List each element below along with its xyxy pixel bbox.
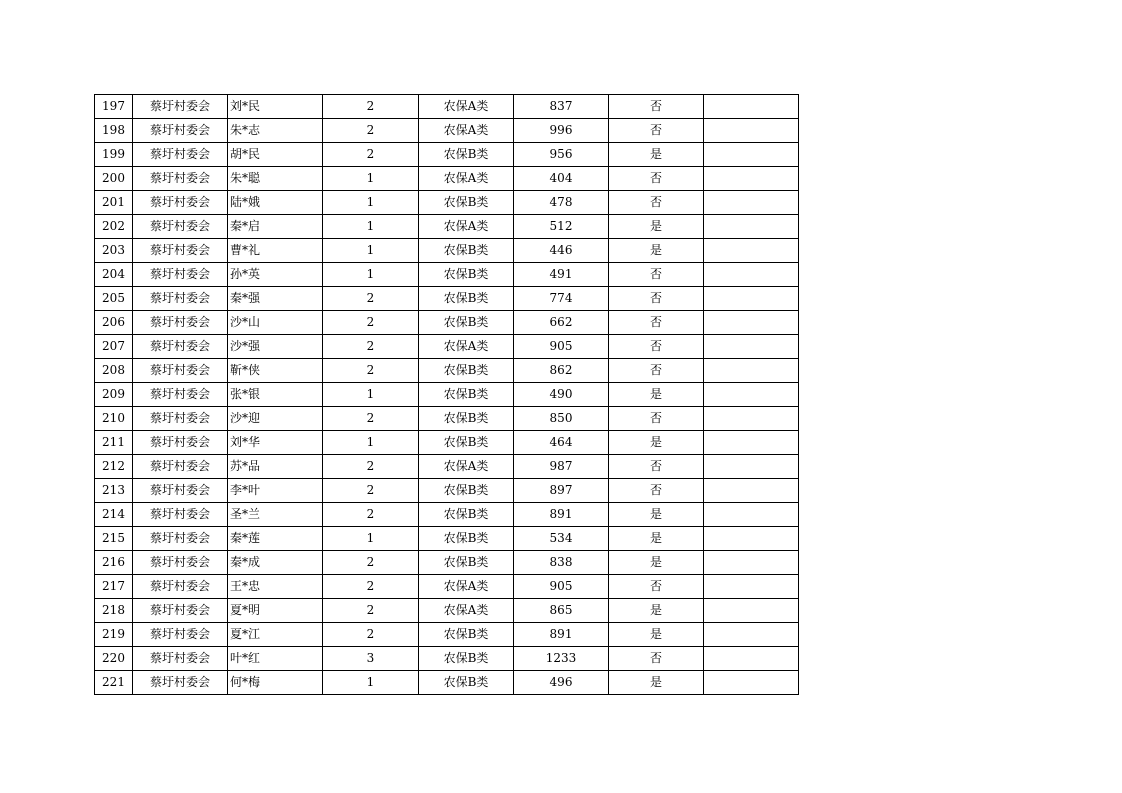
household-count-cell: 2 <box>323 335 419 359</box>
insurance-type-cell: 农保B类 <box>419 503 514 527</box>
row-number-cell: 199 <box>95 143 133 167</box>
remarks-cell <box>704 623 799 647</box>
name-cell: 沙*山 <box>228 311 323 335</box>
row-number-cell: 203 <box>95 239 133 263</box>
amount-cell: 905 <box>514 335 609 359</box>
name-cell: 李*叶 <box>228 479 323 503</box>
village-committee-cell: 蔡圩村委会 <box>133 119 228 143</box>
row-number-cell: 206 <box>95 311 133 335</box>
row-number-cell: 221 <box>95 671 133 695</box>
amount-cell: 850 <box>514 407 609 431</box>
name-cell: 沙*迎 <box>228 407 323 431</box>
amount-cell: 490 <box>514 383 609 407</box>
insurance-type-cell: 农保B类 <box>419 263 514 287</box>
village-committee-cell: 蔡圩村委会 <box>133 479 228 503</box>
insurance-type-cell: 农保B类 <box>419 527 514 551</box>
row-number-cell: 213 <box>95 479 133 503</box>
household-count-cell: 2 <box>323 287 419 311</box>
amount-cell: 464 <box>514 431 609 455</box>
row-number-cell: 205 <box>95 287 133 311</box>
table-row <box>95 671 799 695</box>
household-count-cell: 2 <box>323 623 419 647</box>
remarks-cell <box>704 311 799 335</box>
name-cell: 秦*启 <box>228 215 323 239</box>
insurance-type-cell: 农保A类 <box>419 335 514 359</box>
amount-cell: 1233 <box>514 647 609 671</box>
village-committee-cell: 蔡圩村委会 <box>133 359 228 383</box>
village-committee-cell: 蔡圩村委会 <box>133 647 228 671</box>
name-cell: 苏*品 <box>228 455 323 479</box>
village-committee-cell: 蔡圩村委会 <box>133 551 228 575</box>
table-row <box>95 479 799 503</box>
amount-cell: 862 <box>514 359 609 383</box>
table-row <box>95 431 799 455</box>
table-row <box>95 455 799 479</box>
household-count-cell: 2 <box>323 407 419 431</box>
amount-cell: 891 <box>514 503 609 527</box>
name-cell: 胡*民 <box>228 143 323 167</box>
household-count-cell: 2 <box>323 503 419 527</box>
name-cell: 刘*华 <box>228 431 323 455</box>
row-number-cell: 197 <box>95 95 133 119</box>
flag-cell: 是 <box>609 239 704 263</box>
village-committee-cell: 蔡圩村委会 <box>133 263 228 287</box>
name-cell: 陆*娥 <box>228 191 323 215</box>
name-cell: 曹*礼 <box>228 239 323 263</box>
insurance-type-cell: 农保A类 <box>419 95 514 119</box>
table-row <box>95 551 799 575</box>
household-count-cell: 1 <box>323 167 419 191</box>
table-row <box>95 407 799 431</box>
table-row <box>95 239 799 263</box>
flag-cell: 否 <box>609 455 704 479</box>
name-cell: 秦*莲 <box>228 527 323 551</box>
village-committee-cell: 蔡圩村委会 <box>133 431 228 455</box>
name-cell: 孙*英 <box>228 263 323 287</box>
flag-cell: 是 <box>609 551 704 575</box>
amount-cell: 662 <box>514 311 609 335</box>
remarks-cell <box>704 575 799 599</box>
flag-cell: 否 <box>609 311 704 335</box>
insurance-type-cell: 农保B类 <box>419 383 514 407</box>
household-count-cell: 2 <box>323 575 419 599</box>
row-number-cell: 215 <box>95 527 133 551</box>
village-committee-cell: 蔡圩村委会 <box>133 191 228 215</box>
flag-cell: 是 <box>609 383 704 407</box>
insurance-type-cell: 农保B类 <box>419 623 514 647</box>
household-count-cell: 1 <box>323 383 419 407</box>
insurance-type-cell: 农保B类 <box>419 431 514 455</box>
remarks-cell <box>704 647 799 671</box>
village-committee-cell: 蔡圩村委会 <box>133 167 228 191</box>
household-count-cell: 2 <box>323 359 419 383</box>
data-table <box>94 94 799 695</box>
remarks-cell <box>704 215 799 239</box>
village-committee-cell: 蔡圩村委会 <box>133 383 228 407</box>
village-committee-cell: 蔡圩村委会 <box>133 335 228 359</box>
remarks-cell <box>704 119 799 143</box>
flag-cell: 是 <box>609 527 704 551</box>
flag-cell: 否 <box>609 575 704 599</box>
remarks-cell <box>704 407 799 431</box>
flag-cell: 是 <box>609 623 704 647</box>
row-number-cell: 214 <box>95 503 133 527</box>
remarks-cell <box>704 167 799 191</box>
village-committee-cell: 蔡圩村委会 <box>133 503 228 527</box>
insurance-type-cell: 农保B类 <box>419 143 514 167</box>
flag-cell: 否 <box>609 407 704 431</box>
flag-cell: 否 <box>609 191 704 215</box>
village-committee-cell: 蔡圩村委会 <box>133 287 228 311</box>
remarks-cell <box>704 551 799 575</box>
row-number-cell: 200 <box>95 167 133 191</box>
insurance-type-cell: 农保A类 <box>419 215 514 239</box>
insurance-type-cell: 农保B类 <box>419 287 514 311</box>
amount-cell: 837 <box>514 95 609 119</box>
remarks-cell <box>704 191 799 215</box>
household-count-cell: 2 <box>323 551 419 575</box>
flag-cell: 否 <box>609 479 704 503</box>
household-count-cell: 2 <box>323 95 419 119</box>
insurance-type-cell: 农保B类 <box>419 479 514 503</box>
table-row <box>95 359 799 383</box>
village-committee-cell: 蔡圩村委会 <box>133 215 228 239</box>
amount-cell: 774 <box>514 287 609 311</box>
table-row <box>95 383 799 407</box>
table-row <box>95 191 799 215</box>
flag-cell: 否 <box>609 647 704 671</box>
remarks-cell <box>704 95 799 119</box>
village-committee-cell: 蔡圩村委会 <box>133 455 228 479</box>
name-cell: 夏*明 <box>228 599 323 623</box>
remarks-cell <box>704 503 799 527</box>
amount-cell: 956 <box>514 143 609 167</box>
amount-cell: 512 <box>514 215 609 239</box>
village-committee-cell: 蔡圩村委会 <box>133 623 228 647</box>
name-cell: 沙*强 <box>228 335 323 359</box>
household-count-cell: 1 <box>323 215 419 239</box>
flag-cell: 是 <box>609 431 704 455</box>
table-row <box>95 647 799 671</box>
insurance-type-cell: 农保B类 <box>419 311 514 335</box>
flag-cell: 是 <box>609 503 704 527</box>
amount-cell: 905 <box>514 575 609 599</box>
table-body <box>95 95 799 695</box>
remarks-cell <box>704 263 799 287</box>
household-count-cell: 1 <box>323 527 419 551</box>
flag-cell: 否 <box>609 95 704 119</box>
table-row <box>95 215 799 239</box>
name-cell: 朱*聪 <box>228 167 323 191</box>
table-row <box>95 287 799 311</box>
flag-cell: 否 <box>609 359 704 383</box>
row-number-cell: 218 <box>95 599 133 623</box>
village-committee-cell: 蔡圩村委会 <box>133 407 228 431</box>
household-count-cell: 2 <box>323 599 419 623</box>
insurance-type-cell: 农保A类 <box>419 167 514 191</box>
row-number-cell: 212 <box>95 455 133 479</box>
row-number-cell: 208 <box>95 359 133 383</box>
remarks-cell <box>704 599 799 623</box>
insurance-type-cell: 农保B类 <box>419 359 514 383</box>
row-number-cell: 211 <box>95 431 133 455</box>
row-number-cell: 216 <box>95 551 133 575</box>
table-row <box>95 527 799 551</box>
insurance-type-cell: 农保B类 <box>419 647 514 671</box>
amount-cell: 478 <box>514 191 609 215</box>
remarks-cell <box>704 239 799 263</box>
amount-cell: 534 <box>514 527 609 551</box>
village-committee-cell: 蔡圩村委会 <box>133 95 228 119</box>
flag-cell: 否 <box>609 263 704 287</box>
amount-cell: 491 <box>514 263 609 287</box>
amount-cell: 404 <box>514 167 609 191</box>
amount-cell: 987 <box>514 455 609 479</box>
flag-cell: 否 <box>609 335 704 359</box>
name-cell: 秦*成 <box>228 551 323 575</box>
remarks-cell <box>704 431 799 455</box>
row-number-cell: 220 <box>95 647 133 671</box>
amount-cell: 446 <box>514 239 609 263</box>
insurance-type-cell: 农保A类 <box>419 599 514 623</box>
table-row <box>95 119 799 143</box>
flag-cell: 是 <box>609 599 704 623</box>
remarks-cell <box>704 671 799 695</box>
table-row <box>95 623 799 647</box>
household-count-cell: 2 <box>323 455 419 479</box>
row-number-cell: 210 <box>95 407 133 431</box>
household-count-cell: 2 <box>323 143 419 167</box>
village-committee-cell: 蔡圩村委会 <box>133 599 228 623</box>
household-count-cell: 1 <box>323 191 419 215</box>
village-committee-cell: 蔡圩村委会 <box>133 239 228 263</box>
insurance-type-cell: 农保B类 <box>419 671 514 695</box>
remarks-cell <box>704 287 799 311</box>
table-row <box>95 335 799 359</box>
name-cell: 刘*民 <box>228 95 323 119</box>
household-count-cell: 1 <box>323 263 419 287</box>
amount-cell: 838 <box>514 551 609 575</box>
flag-cell: 否 <box>609 287 704 311</box>
name-cell: 夏*江 <box>228 623 323 647</box>
village-committee-cell: 蔡圩村委会 <box>133 575 228 599</box>
household-count-cell: 2 <box>323 119 419 143</box>
remarks-cell <box>704 143 799 167</box>
amount-cell: 891 <box>514 623 609 647</box>
household-count-cell: 2 <box>323 311 419 335</box>
row-number-cell: 202 <box>95 215 133 239</box>
name-cell: 叶*红 <box>228 647 323 671</box>
insurance-type-cell: 农保B类 <box>419 191 514 215</box>
name-cell: 王*忠 <box>228 575 323 599</box>
row-number-cell: 219 <box>95 623 133 647</box>
name-cell: 何*梅 <box>228 671 323 695</box>
insurance-type-cell: 农保A类 <box>419 575 514 599</box>
table-row <box>95 167 799 191</box>
village-committee-cell: 蔡圩村委会 <box>133 671 228 695</box>
insurance-type-cell: 农保A类 <box>419 119 514 143</box>
name-cell: 圣*兰 <box>228 503 323 527</box>
household-count-cell: 1 <box>323 431 419 455</box>
household-count-cell: 3 <box>323 647 419 671</box>
row-number-cell: 198 <box>95 119 133 143</box>
flag-cell: 是 <box>609 671 704 695</box>
village-committee-cell: 蔡圩村委会 <box>133 143 228 167</box>
row-number-cell: 207 <box>95 335 133 359</box>
flag-cell: 否 <box>609 167 704 191</box>
amount-cell: 496 <box>514 671 609 695</box>
row-number-cell: 217 <box>95 575 133 599</box>
amount-cell: 897 <box>514 479 609 503</box>
amount-cell: 865 <box>514 599 609 623</box>
household-count-cell: 2 <box>323 479 419 503</box>
remarks-cell <box>704 527 799 551</box>
table-row <box>95 95 799 119</box>
table-row <box>95 311 799 335</box>
household-count-cell: 1 <box>323 239 419 263</box>
table-row <box>95 503 799 527</box>
flag-cell: 是 <box>609 143 704 167</box>
insurance-type-cell: 农保B类 <box>419 551 514 575</box>
remarks-cell <box>704 455 799 479</box>
name-cell: 靳*侠 <box>228 359 323 383</box>
name-cell: 张*银 <box>228 383 323 407</box>
name-cell: 朱*志 <box>228 119 323 143</box>
row-number-cell: 209 <box>95 383 133 407</box>
table-row <box>95 143 799 167</box>
remarks-cell <box>704 359 799 383</box>
remarks-cell <box>704 479 799 503</box>
remarks-cell <box>704 383 799 407</box>
remarks-cell <box>704 335 799 359</box>
table-row <box>95 599 799 623</box>
flag-cell: 否 <box>609 119 704 143</box>
row-number-cell: 201 <box>95 191 133 215</box>
table-row <box>95 263 799 287</box>
insurance-type-cell: 农保B类 <box>419 407 514 431</box>
village-committee-cell: 蔡圩村委会 <box>133 527 228 551</box>
amount-cell: 996 <box>514 119 609 143</box>
insurance-type-cell: 农保B类 <box>419 239 514 263</box>
row-number-cell: 204 <box>95 263 133 287</box>
flag-cell: 是 <box>609 215 704 239</box>
village-committee-cell: 蔡圩村委会 <box>133 311 228 335</box>
name-cell: 秦*强 <box>228 287 323 311</box>
household-count-cell: 1 <box>323 671 419 695</box>
insurance-type-cell: 农保A类 <box>419 455 514 479</box>
table-row <box>95 575 799 599</box>
